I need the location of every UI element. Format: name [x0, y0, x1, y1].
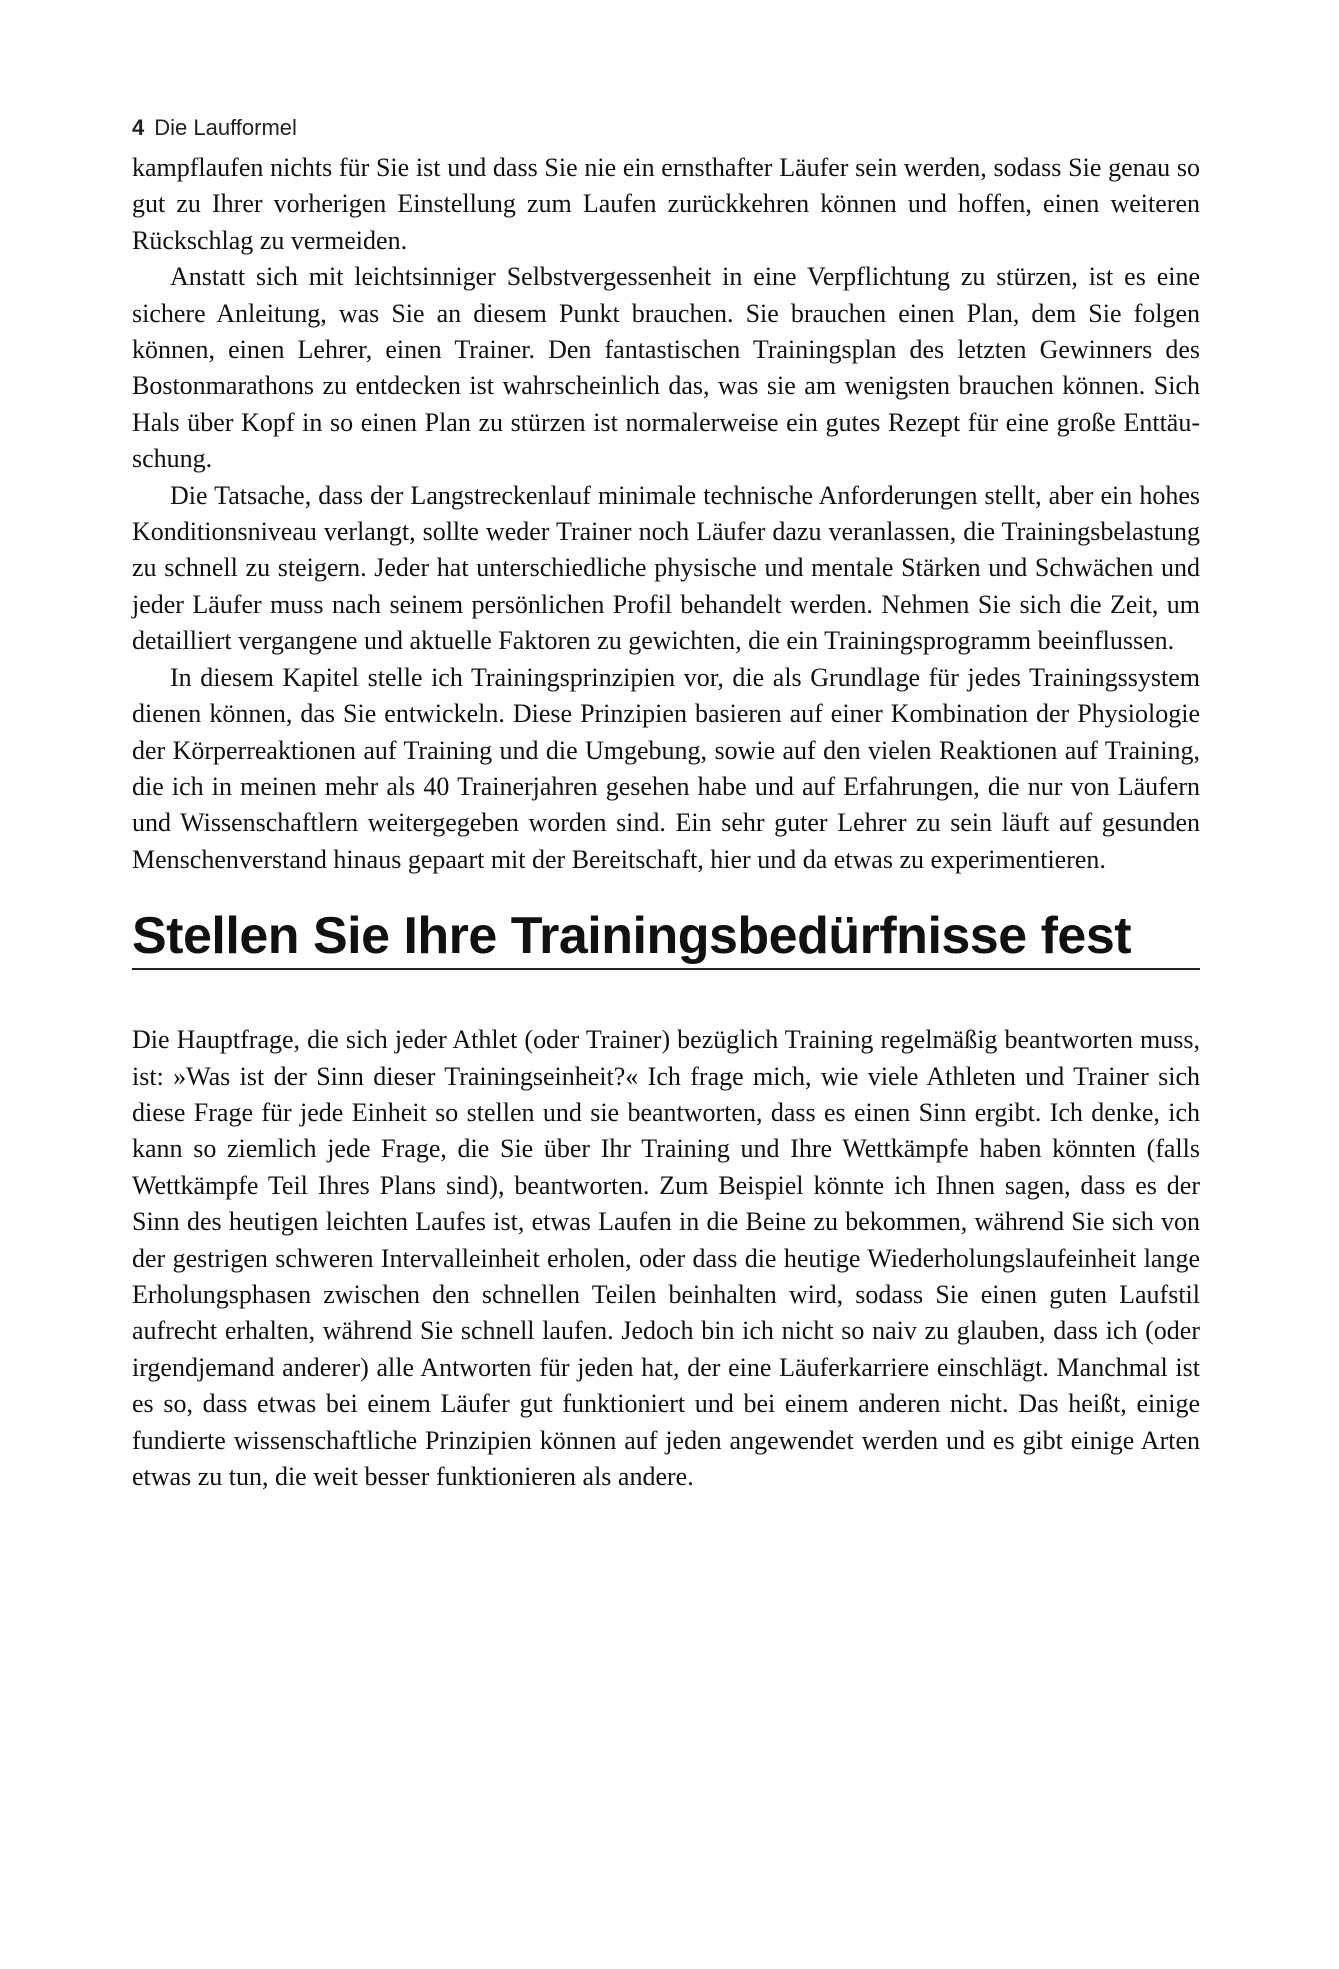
running-head	[132, 112, 1200, 144]
book-page	[132, 112, 1200, 1495]
body-text	[132, 150, 1200, 878]
paragraph: Die Tatsache, dass der Langstreckenlauf minimale technische Anforderungen stellt, aber ein hohes Konditionsniveau verlangt, sollte weder Trainer noch Läufer dazu veranlassen, die Trainingsbelastung zu schnell zu steigern. Jeder hat unterschiedliche physische und mentale Stärken und Schwächen und jeder Läufer muss nach seinem persönlichen Profil behandelt werden. Nehmen Sie sich die Zeit, um detailliert vergangene und aktuelle Faktoren zu gewichten, die ein Trainingsprogramm beeinflussen.	[132, 480, 1200, 656]
paragraph-continued: kampflaufen nichts für Sie ist und dass Sie nie ein ernsthafter Läufer sein werden, sodass Sie genau so gut zu Ihrer vorherigen Einstellung zum Laufen zurückkehren können und hoffen, einen weiteren Rückschlag zu vermeiden.	[132, 153, 1200, 255]
paragraph: In diesem Kapitel stelle ich Trainingsprinzipien vor, die als Grundlage für jedes Trainingssystem dienen können, das Sie entwickeln. Diese Prinzipien basieren auf einer Kombination der Physiologie der Körperreaktionen auf Training und die Umgebung, sowie auf den vielen Reaktionen auf Training, die ich in meinen mehr als 40 Trainerjahren gesehen habe und auf Erfahrungen, die nur von Läufern und Wissenschaftlern weitergegeben worden sind. Ein sehr guter Lehrer zu sein läuft auf gesunden Menschenverstand hinaus gepaart mit der Bereitschaft, hier und da etwas zu experimentieren.	[132, 662, 1200, 874]
section-body-text	[132, 1022, 1200, 1495]
section-spacer	[132, 970, 1200, 1022]
chapter-title: Die Laufformel	[154, 115, 297, 140]
section-heading: Stellen Sie Ihre Trainingsbedürfnisse fest	[132, 906, 1200, 970]
paragraph: Anstatt sich mit leichtsinniger Selbstvergessenheit in eine Verpflichtung zu stürzen, ist es eine sichere Anleitung, was Sie an diesem Punkt brauchen. Sie brauchen einen Plan, dem Sie folgen können, einen Lehrer, einen Trainer. Den fantastischen Trainingsplan des letzten Gewinners des Bostonmarathons zu entdecken ist wahrscheinlich das, was sie am wenigsten brauchen können. Sich Hals über Kopf in so einen Plan zu stürzen ist normalerweise ein gutes Rezept für eine große Enttäuschung.	[132, 262, 1200, 474]
section-paragraph: Die Hauptfrage, die sich jeder Athlet (oder Trainer) bezüglich Training regelmäßig beantworten muss, ist: »Was ist der Sinn dieser Trainingseinheit?« Ich frage mich, wie viele Athleten und Trainer sich diese Frage für jede Einheit so stellen und sie beantworten, dass es einen Sinn ergibt. Ich denke, ich kann so ziemlich jede Frage, die Sie über Ihr Training und Ihre Wettkämpfe haben könnten (falls Wettkämpfe Teil Ihres Plans sind), beantworten. Zum Beispiel könnte ich Ihnen sagen, dass es der Sinn des heutigen leichten Laufes ist, etwas Laufen in die Beine zu bekommen, während Sie sich von der gestrigen schweren Intervalleinheit erholen, oder dass die heutige Wiederholungslaufeinheit lange Erholungsphasen zwischen den schnellen Teilen beinhalten wird, sodass Sie einen guten Laufstil aufrecht erhalten, während Sie schnell laufen. Jedoch bin ich nicht so naiv zu glauben, dass ich (oder irgendjemand anderer) alle Antworten für jeden hat, der eine Läuferkarriere einschlägt. Manchmal ist es so, dass etwas bei einem Läufer gut funktioniert und bei einem anderen nicht. Das heißt, einige fundierte wissenschaftliche Prinzipien können auf jeden angewendet werden und es gibt einige Arten etwas zu tun, die weit besser funktionieren als andere.	[132, 1025, 1200, 1491]
page-number: 4	[132, 115, 145, 140]
